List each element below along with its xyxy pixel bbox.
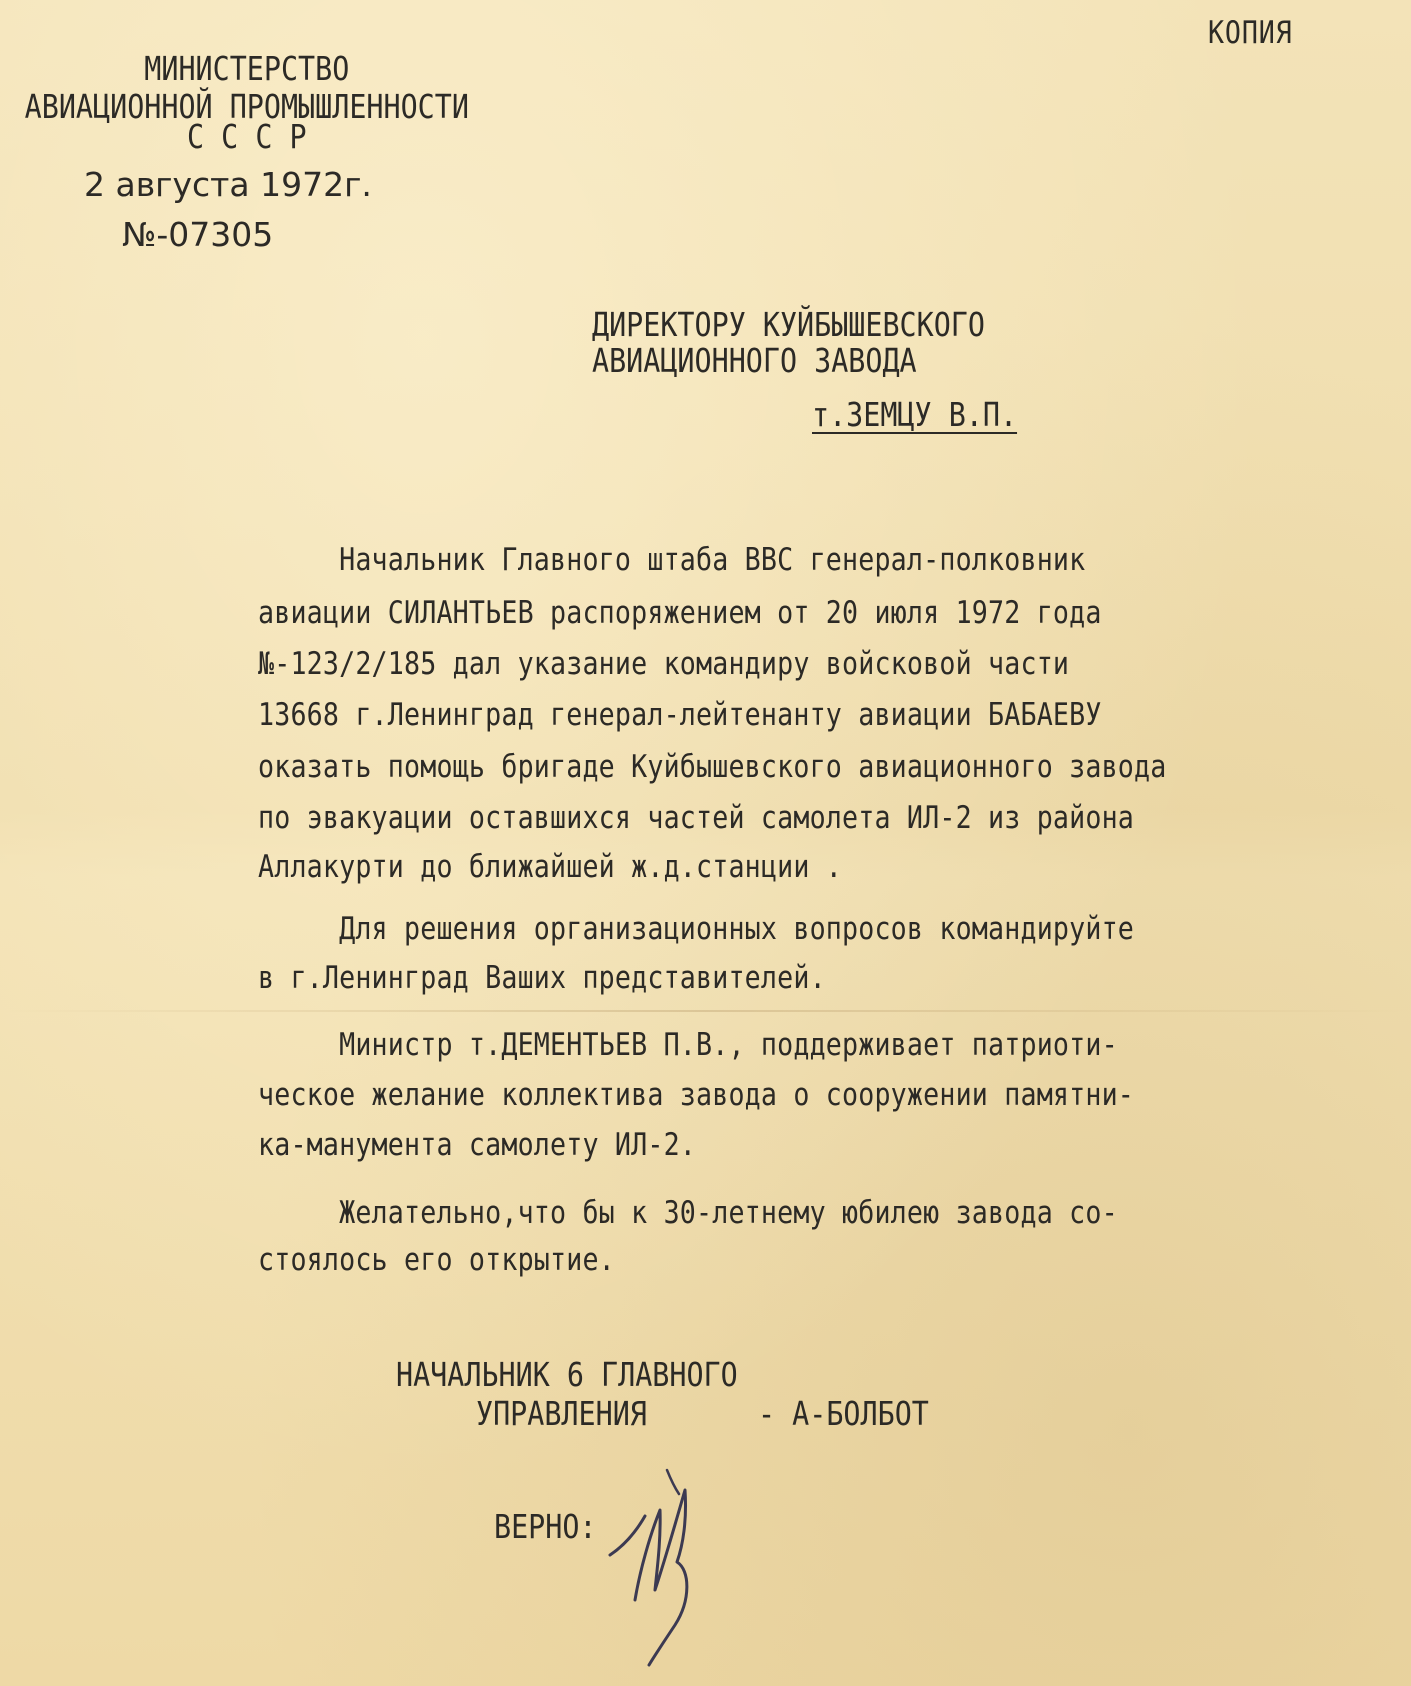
ministry-line3: С С С Р — [186, 117, 307, 156]
body-p1-line: Начальник Главного штаба ВВС генерал-полковник — [258, 542, 1086, 578]
body-p3-line: Министр т.ДЕМЕНТЬЕВ П.В., поддерживает патриоти- — [258, 1027, 1118, 1063]
signatory-name: - А-БОЛБОТ — [758, 1394, 929, 1433]
body-p3-line: ческое желание коллектива завода о сооружении памятни- — [258, 1077, 1135, 1113]
handwritten-signature — [605, 1450, 715, 1670]
ministry-line1: МИНИСТЕРСТВО — [144, 49, 350, 88]
body-p2-line: Для решения организационных вопросов командируйте — [258, 911, 1135, 947]
body-p4-line: стоялось его открытие. — [258, 1242, 615, 1278]
document-date: 2 августа 1972г. — [84, 165, 372, 204]
addressee-line3: т.ЗЕМЦУ В.П. — [812, 395, 1018, 434]
body-p1-line: Аллакурти до ближайшей ж.д.станции . — [258, 849, 843, 885]
body-p2-line: в г.Ленинград Ваших представителей. — [258, 960, 826, 996]
document-number: №-07305 — [122, 215, 274, 254]
body-p1-line: 13668 г.Ленинград генерал-лейтенанту авиации БАБАЕВУ — [258, 697, 1102, 733]
ministry-line2: АВИАЦИОННОЙ ПРОМЫШЛЕННОСТИ — [24, 87, 469, 126]
paper-fold — [0, 1010, 1411, 1012]
addressee-line2: АВИАЦИОННОГО ЗАВОДА — [592, 341, 917, 380]
signatory-title-line2: УПРАВЛЕНИЯ — [476, 1394, 647, 1433]
body-p4-line: Желательно,что бы к 30-летнему юбилею завода со- — [258, 1195, 1118, 1231]
body-p1-line: оказать помощь бригаде Куйбышевского авиационного завода — [258, 749, 1167, 785]
body-p1-line: по эвакуации оставшихся частей самолета ИЛ-2 из района — [258, 800, 1135, 836]
addressee-line1: ДИРЕКТОРУ КУЙБЫШЕВСКОГО — [592, 305, 985, 344]
body-p1-line: №-123/2/185 дал указание командиру войсковой части — [258, 646, 1070, 682]
verified-label: ВЕРНО: — [494, 1507, 597, 1546]
body-p3-line: ка-манумента самолету ИЛ-2. — [258, 1127, 697, 1163]
signatory-title-line1: НАЧАЛЬНИК 6 ГЛАВНОГО — [396, 1355, 738, 1394]
body-p1-line: авиации СИЛАНТЬЕВ распоряжением от 20 июля 1972 года — [258, 595, 1102, 631]
copy-mark: КОПИЯ — [1208, 15, 1293, 51]
